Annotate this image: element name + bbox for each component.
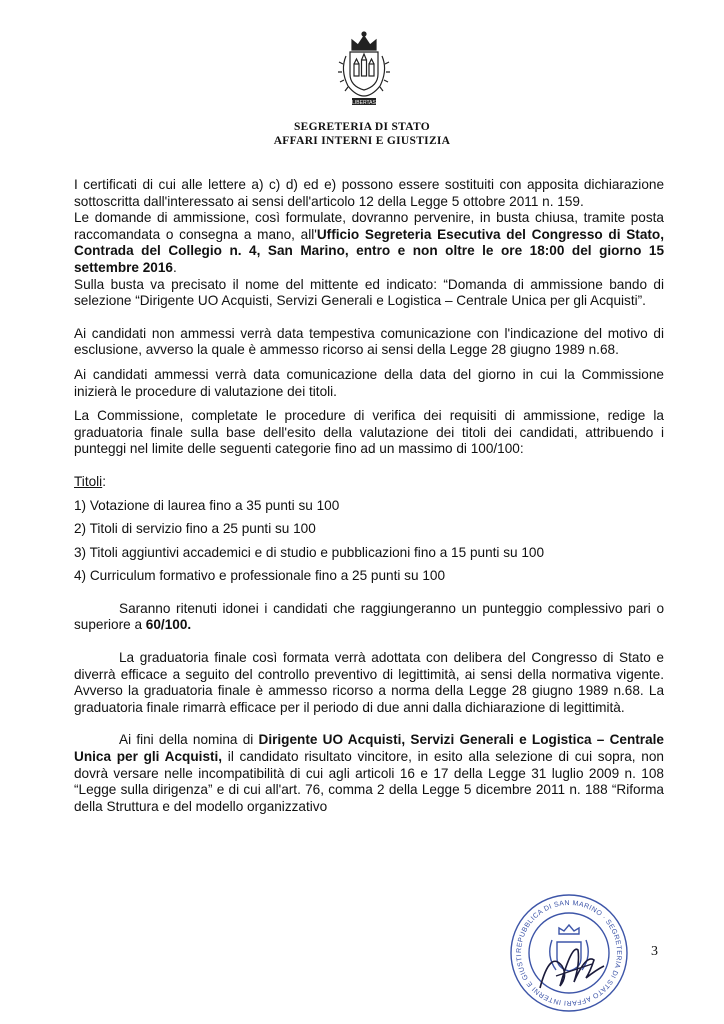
svg-text:REPUBBLICA DI SAN MARINO · SEG: REPUBBLICA DI SAN MARINO · SEGRETERIA DI STATO AFFARI INTERNI E GIUSTI bbox=[515, 899, 623, 1007]
paragraph-excluded: Ai candidati non ammessi verrà data tempestiva comunicazione con l'indicazione del motivo di esclusione, avverso la quale è ammesso ricorso ai sensi della Legge 28 giugno 1989 n.68. bbox=[74, 325, 664, 358]
page-number: 3 bbox=[651, 944, 658, 959]
paragraph-commission: La Commissione, completate le procedure di verifica dei requisiti di ammissione, redige la graduatoria finale sulla base dell'esito della valutazione dei titoli dei candidati, attribuendo i punteggi nel limite delle seguenti categorie fino ad un massimo di 100/100: bbox=[74, 408, 664, 457]
titoli-heading: Titoli: bbox=[74, 473, 106, 489]
paragraph-applications: Le domande di ammissione, così formulate, dovranno pervenire, in busta chiusa, tramite posta raccomandata o consegna a mano, all'Ufficio Segreteria Esecutiva del Congresso di Stato, Contrada del Collegio n. 4, San Marino, entro e non oltre le ore 18:00 del giorno 15 settembre 2016. bbox=[74, 210, 664, 275]
coat-of-arms-icon bbox=[332, 30, 396, 110]
list-item: 1) Votazione di laurea fino a 35 punti su 100 bbox=[74, 497, 340, 513]
header-line-1: SEGRETERIA DI STATO bbox=[293, 121, 431, 133]
header-line-2: AFFARI INTERNI E GIUSTIZIA bbox=[273, 135, 451, 147]
document-body bbox=[74, 177, 664, 815]
list-item: 2) Titoli di servizio fino a 25 punti su 100 bbox=[74, 521, 316, 537]
svg-text:LIBERTAS: LIBERTAS bbox=[352, 99, 376, 106]
paragraph-envelope: Sulla busta va precisato il nome del mittente ed indicato: “Domanda di ammissione bando di selezione “Dirigente UO Acquisti, Servizi Generali e Logistica – Centrale Unica per gli Acquisti”. bbox=[74, 276, 664, 309]
paragraph-certificates: I certificati di cui alle lettere a) c) d) ed e) possono essere sostituiti con apposita dichiarazione sottoscritta dall'interessato ai sensi dell'articolo 12 della Legge 5 ottobre 2011 n. 159. bbox=[74, 177, 664, 209]
signature-icon bbox=[520, 920, 610, 1000]
paragraph-appointment: Ai fini della nomina di Dirigente UO Acquisti, Servizi Generali e Logistica – Centrale Unica per gli Acquisti, il candidato risultato vincitore, in esito alla selezione di cui sopra, non dovrà versare nelle incompatibilità di cui agli articoli 16 e 17 della Legge 31 luglio 2009 n. 108 “Legge sulla dirigenza” e di cui all'art. 76, comma 2 della Legge 5 dicembre 2011 n. 188 “Riforma della Struttura e del modello organizzativo bbox=[74, 732, 664, 814]
paragraph-admitted: Ai candidati ammessi verrà data comunicazione della data del giorno in cui la Commissione inizierà le procedure di valutazione dei titoli. bbox=[74, 366, 664, 399]
list-item: 4) Curriculum formativo e professionale fino a 25 punti su 100 bbox=[74, 568, 446, 584]
paragraph-threshold: Saranno ritenuti idonei i candidati che raggiungeranno un punteggio complessivo pari o superiore a 60/100. bbox=[74, 600, 664, 633]
paragraph-ranking: La graduatoria finale così formata verrà adottata con delibera del Congresso di Stato e diverrà efficace a seguito del controllo preventivo di legittimità, ai sensi della normativa vigente. Avverso la graduatoria finale è ammesso ricorso a norma della Legge 28 giugno 1989 n.68. La graduatoria finale rimarrà efficace per il periodo di due anni dalla dichiarazione di legittimità. bbox=[74, 650, 664, 715]
list-item: 3) Titoli aggiuntivi accademici e di studio e pubblicazioni fino a 15 punti su 100 bbox=[74, 544, 545, 560]
